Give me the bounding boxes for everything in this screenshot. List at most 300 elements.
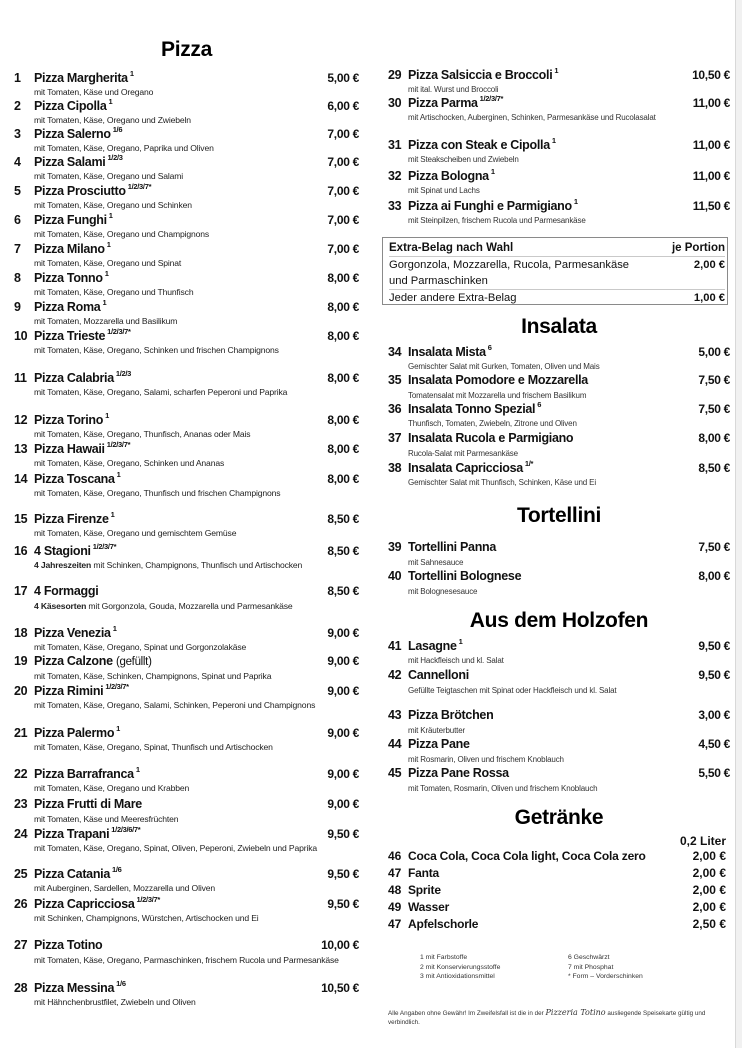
menu-item-row <box>14 270 359 287</box>
item-name <box>408 540 698 554</box>
item-description-text: mit Tomaten, Käse, Oregano, Schinken und frischen Champignons <box>34 345 279 355</box>
item-description-text: mit Tomaten, Käse, Oregano, Schinken und Ananas <box>34 458 225 468</box>
item-name-text: Lasagne <box>408 639 457 654</box>
item-number: 2 <box>14 99 21 114</box>
item-number: 16 <box>14 544 28 559</box>
item-name-text: Pizza Barrafranca <box>34 767 134 782</box>
item-price: 2,00 € <box>692 900 726 914</box>
additives-legend <box>420 953 720 982</box>
item-description <box>408 418 730 429</box>
allergen-codes: 1 <box>129 69 134 78</box>
item-name <box>34 511 327 526</box>
item-name <box>34 938 321 952</box>
item-description-text: Gemischter Salat mit Gurken, Tomaten, Oliven und Mais <box>408 362 600 371</box>
menu-item-row <box>14 441 359 458</box>
item-number: 11 <box>14 371 27 386</box>
allergen-codes: 1 <box>573 197 578 206</box>
item-price: 7,00 € <box>327 242 359 257</box>
item-number: 13 <box>14 442 28 457</box>
item-price: 11,50 € <box>692 199 730 214</box>
menu-item <box>14 212 359 240</box>
menu-item <box>14 183 359 211</box>
menu-item-row <box>14 241 359 258</box>
menu-item-row <box>14 625 359 642</box>
item-description-text: Tomatensalat mit Mozzarella und frischem Basilikum <box>408 391 587 400</box>
item-description-text: mit Rosmarin, Oliven und frischem Knoblauch <box>408 755 564 764</box>
item-description-text: mit Spinat und Lachs <box>408 186 480 195</box>
item-description <box>408 725 730 736</box>
drink-item <box>388 917 730 934</box>
disclaimer-text: ausliegende Speisekarte gültig und verbindlich. <box>388 1010 706 1026</box>
item-price: 9,50 € <box>698 668 730 682</box>
item-description <box>408 685 730 696</box>
allergen-codes: 6 <box>487 343 492 352</box>
allergen-codes: 6 <box>537 400 542 409</box>
item-number: 47 <box>388 866 402 880</box>
item-name <box>34 370 327 385</box>
item-price: 9,00 € <box>327 684 359 699</box>
item-description <box>34 458 359 469</box>
item-description-text: Rucola-Salat mit Parmesankäse <box>408 449 518 458</box>
allergen-codes: 1/6 <box>116 979 126 988</box>
item-name-text: Pizza Salami <box>34 155 106 170</box>
item-name <box>34 270 327 285</box>
menu-item <box>14 826 359 854</box>
item-price: 9,00 € <box>327 797 359 811</box>
item-description <box>34 316 359 327</box>
allergen-codes: 1 <box>551 136 556 145</box>
item-name: Coca Cola, Coca Cola light, Coca Cola zero <box>408 849 646 863</box>
item-name-text: Pizza Funghi <box>34 213 107 228</box>
menu-item-row <box>388 460 730 477</box>
item-name <box>34 212 327 227</box>
item-description-text: mit Tomaten, Mozzarella und Basilikum <box>34 316 178 326</box>
allergen-codes: 1 <box>458 637 463 646</box>
menu-item-row <box>388 766 730 783</box>
item-price: 7,50 € <box>698 540 730 554</box>
item-description-text: mit Tomaten, Rosmarin, Oliven und frischem Knoblauch <box>408 784 598 793</box>
item-description <box>408 754 730 765</box>
item-name-text: Cannelloni <box>408 668 469 682</box>
menu-item-row <box>14 654 359 671</box>
menu-item <box>14 154 359 182</box>
allergen-codes: 1/2/3/7* <box>479 94 504 103</box>
section-title-getraenke: Getränke <box>514 806 604 829</box>
item-name <box>408 67 692 82</box>
menu-item-row <box>14 584 359 601</box>
allergen-codes: 1 <box>104 269 109 278</box>
item-description-text: mit Tomaten, Käse, Oregano, Spinat, Thunfisch und Artischocken <box>34 742 273 752</box>
drinks-unit-label: 0,2 Liter <box>679 834 726 848</box>
menu-item-row <box>388 67 730 84</box>
item-description-bold: 4 Käsesorten <box>34 601 87 611</box>
item-price: 10,50 € <box>321 981 359 996</box>
allergen-codes: 1/2/3/6/7* <box>111 825 141 834</box>
item-name-text: Pizza Brötchen <box>408 708 494 722</box>
item-name <box>408 168 693 183</box>
item-price: 8,00 € <box>327 371 359 386</box>
item-description-text: mit Tomaten, Käse, Oregano, Parmaschinken, frischem Rucola und Parmesankäse <box>34 955 339 965</box>
allergen-codes: 1/2/3 <box>115 369 132 378</box>
item-price: 8,00 € <box>327 413 359 428</box>
menu-item-row <box>14 212 359 229</box>
menu-item-row <box>388 431 730 448</box>
item-price: 10,50 € <box>692 68 730 83</box>
item-description-text: mit Tomaten, Käse, Oregano, Spinat und Gorgonzolakäse <box>34 642 247 652</box>
item-name: Fanta <box>408 866 440 880</box>
item-name-text: Pizza Palermo <box>34 726 115 741</box>
item-number: 12 <box>14 413 28 428</box>
item-description <box>34 171 359 182</box>
item-description <box>34 258 359 269</box>
item-description <box>408 185 730 196</box>
menu-item <box>14 270 359 298</box>
menu-item <box>388 431 730 459</box>
item-description <box>34 387 359 398</box>
menu-item <box>14 328 359 356</box>
item-price: 8,50 € <box>327 584 359 598</box>
menu-item <box>388 460 730 488</box>
menu-item-row <box>388 401 730 418</box>
item-number: 23 <box>14 797 28 811</box>
item-number: 39 <box>388 540 402 554</box>
item-description <box>408 112 730 123</box>
menu-item-row <box>14 938 359 955</box>
item-name <box>34 98 327 113</box>
item-number: 5 <box>14 184 21 199</box>
item-number: 32 <box>388 169 402 184</box>
item-name-text: Pizza Totino <box>34 938 103 952</box>
menu-item <box>14 126 359 154</box>
item-number: 25 <box>14 867 28 882</box>
item-name-text: Pizza Capricciosa <box>34 897 135 912</box>
item-number: 15 <box>14 512 28 527</box>
item-price: 11,00 € <box>692 138 730 153</box>
item-description <box>408 477 730 488</box>
item-name <box>34 471 327 486</box>
item-number: 27 <box>14 938 28 952</box>
item-description-text: mit Steinpilzen, frischem Rucola und Parmesankäse <box>408 216 586 225</box>
item-name-text: Tortellini Panna <box>408 540 497 554</box>
menu-item <box>14 412 359 440</box>
menu-item <box>14 299 359 327</box>
item-description <box>408 361 730 372</box>
menu-item-row <box>388 737 730 754</box>
menu-item <box>14 471 359 499</box>
item-name-text: Pizza Venezia <box>34 626 111 641</box>
item-description-text: mit Tomaten, Käse, Oregano und Schinken <box>34 200 192 210</box>
allergen-codes: 1 <box>110 510 115 519</box>
item-name <box>34 766 327 781</box>
item-number: 41 <box>388 639 402 654</box>
item-number: 42 <box>388 668 402 682</box>
item-name-text: Pizza con Steak e Cipolla <box>408 138 550 153</box>
item-name <box>408 766 698 780</box>
item-name <box>34 797 327 811</box>
item-number: 22 <box>14 767 28 782</box>
item-name-text: Insalata Pomodore e Mozzarella <box>408 373 588 387</box>
menu-item <box>14 654 359 682</box>
item-description-bold: 4 Jahreszeiten <box>34 560 92 570</box>
item-name-text: Pizza Margherita <box>34 71 128 86</box>
item-name <box>408 344 698 359</box>
item-number: 6 <box>14 213 21 228</box>
item-price: 6,00 € <box>327 99 359 114</box>
item-number: 49 <box>388 900 402 914</box>
menu-item <box>14 584 359 612</box>
item-name <box>34 543 327 558</box>
menu-item-row <box>14 299 359 316</box>
item-name <box>34 654 327 668</box>
menu-item-row <box>14 797 359 814</box>
item-description <box>34 200 359 211</box>
item-name-text: Pizza Milano <box>34 242 105 257</box>
allergen-codes: 1 <box>108 211 113 220</box>
allergen-codes: 1/2/3/7* <box>106 440 131 449</box>
item-name-text: Pizza Pane <box>408 737 470 751</box>
allergen-codes: 1 <box>490 167 495 176</box>
item-name <box>34 826 327 841</box>
menu-item-row <box>14 370 359 387</box>
item-price: 7,50 € <box>698 373 730 387</box>
item-name <box>34 625 327 640</box>
menu-item <box>388 766 730 794</box>
menu-item-row <box>14 683 359 700</box>
allergen-codes: 1 <box>102 298 107 307</box>
item-number: 18 <box>14 626 28 641</box>
menu-item <box>14 766 359 794</box>
item-description <box>34 913 359 924</box>
item-number: 4 <box>14 155 21 170</box>
item-description-text: mit Tomaten, Käse, Oregano, Thunfisch und frischen Champignons <box>34 488 281 498</box>
item-price: 5,50 € <box>698 766 730 780</box>
item-number: 37 <box>388 431 402 445</box>
menu-item-row <box>388 95 730 112</box>
item-name <box>408 401 698 416</box>
menu-item <box>14 441 359 469</box>
item-number: 24 <box>14 827 28 842</box>
item-description <box>408 215 730 226</box>
item-description-text: mit Schinken, Champignons, Würstchen, Artischocken und Ei <box>34 913 259 923</box>
allergen-codes: 1 <box>116 724 121 733</box>
item-number: 19 <box>14 654 28 668</box>
allergen-codes: 1 <box>106 240 111 249</box>
item-description-text: mit ital. Wurst und Broccoli <box>408 85 499 94</box>
extra-row-price: 2,00 € <box>693 259 725 271</box>
item-description <box>34 955 359 966</box>
drink-item <box>388 849 730 866</box>
item-price: 9,50 € <box>327 827 359 842</box>
allergen-codes: 1 <box>105 411 109 420</box>
item-name <box>34 241 327 256</box>
item-description <box>34 229 359 240</box>
item-number: 47 <box>388 917 402 931</box>
item-description-text: mit Schinken, Champignons, Thunfisch und Artischocken <box>91 560 303 570</box>
item-description <box>34 997 359 1008</box>
item-number: 17 <box>14 584 28 598</box>
item-description <box>34 488 359 499</box>
brand-name: Pizzeria Totino <box>545 1008 606 1017</box>
item-description <box>34 843 359 854</box>
item-description <box>34 783 359 794</box>
item-price: 8,00 € <box>698 569 730 583</box>
item-number: 8 <box>14 271 21 286</box>
item-name <box>408 95 693 110</box>
drink-item <box>388 883 730 900</box>
item-name <box>408 431 698 445</box>
item-description-text: Thunfisch, Tomaten, Zwiebeln, Zitrone und Oliven <box>408 419 577 428</box>
item-name-text: Pizza Pane Rossa <box>408 766 509 780</box>
item-name-text: Pizza Rimini <box>34 684 104 699</box>
item-description-text: mit Bolognesesauce <box>408 587 478 596</box>
menu-item <box>14 725 359 753</box>
item-name-text: Pizza Firenze <box>34 512 109 527</box>
item-price: 7,50 € <box>698 402 730 417</box>
item-name-text: Insalata Capricciosa <box>408 461 523 476</box>
item-name <box>34 584 327 598</box>
item-name <box>408 569 698 583</box>
menu-item-row <box>14 725 359 742</box>
menu-item <box>14 683 359 711</box>
item-description-text: mit Sahnesauce <box>408 558 464 567</box>
item-description-text: mit Steakscheiben und Zwiebeln <box>408 155 519 164</box>
item-name <box>408 638 698 653</box>
menu-item <box>388 708 730 736</box>
item-name-text: Pizza Trapani <box>34 827 110 842</box>
item-description <box>408 390 730 401</box>
item-name <box>34 328 327 343</box>
item-name <box>34 70 327 85</box>
menu-item-row <box>14 126 359 143</box>
menu-item <box>388 373 730 401</box>
item-name-text: Pizza Hawaii <box>34 442 105 457</box>
item-name: Sprite <box>408 883 441 897</box>
item-name <box>408 708 698 722</box>
menu-item-row <box>388 638 730 655</box>
section-title-holzofen: Aus dem Holzofen <box>469 609 649 632</box>
item-price: 11,00 € <box>692 169 730 184</box>
extra-title: Extra-Belag nach Wahl <box>389 242 514 254</box>
allergen-codes: 1/6 <box>112 125 123 134</box>
item-name-text: Pizza Calabria <box>34 371 114 386</box>
menu-item <box>388 737 730 765</box>
item-name <box>34 183 327 198</box>
item-name <box>34 896 327 911</box>
menu-item-row <box>14 866 359 883</box>
menu-item <box>388 137 730 165</box>
item-price: 8,00 € <box>327 329 359 344</box>
allergen-codes: 1/2/3 <box>107 153 123 162</box>
menu-item-row <box>14 98 359 115</box>
menu-item <box>14 370 359 398</box>
item-price: 3,00 € <box>698 708 730 722</box>
extra-row-price: 1,00 € <box>693 292 725 304</box>
item-name <box>34 412 327 427</box>
menu-item <box>14 98 359 126</box>
item-name-text: Pizza ai Funghi e Parmigiano <box>408 199 572 214</box>
menu-item-row <box>14 183 359 200</box>
allergen-codes: 1 <box>116 470 121 479</box>
item-price: 10,00 € <box>321 938 359 952</box>
allergen-codes: 1 <box>108 97 113 106</box>
menu-item-row <box>14 511 359 528</box>
menu-item <box>14 543 359 571</box>
item-name-text: Pizza Catania <box>34 867 110 882</box>
item-name-text: Pizza Tonno <box>34 271 103 286</box>
item-number: 33 <box>388 199 402 214</box>
drink-item <box>388 900 730 917</box>
menu-item <box>388 569 730 597</box>
menu-item-row <box>388 668 730 685</box>
item-price: 9,00 € <box>327 654 359 668</box>
item-number: 26 <box>14 897 28 912</box>
item-description-text: Gemischter Salat mit Thunfisch, Schinken, Käse und Ei <box>408 478 596 487</box>
item-description-text: mit Tomaten, Käse und Meeresfrüchten <box>34 814 179 824</box>
item-description <box>34 601 359 612</box>
item-description <box>34 742 359 753</box>
item-number: 14 <box>14 472 28 487</box>
menu-item <box>14 241 359 269</box>
item-number: 3 <box>14 127 21 142</box>
item-description <box>408 154 730 165</box>
item-description-text: mit Hackfleisch und kl. Salat <box>408 656 504 665</box>
legend-entry: 2 mit Konservierungsstoffe <box>420 963 501 971</box>
menu-item-row <box>14 412 359 429</box>
item-description <box>34 560 359 571</box>
item-note: (gefüllt) <box>115 656 152 668</box>
item-name <box>408 737 698 751</box>
item-description-text: mit Auberginen, Sardellen, Mozzarella und Oliven <box>34 883 216 893</box>
menu-item-row <box>388 137 730 154</box>
extra-unit: je Portion <box>671 242 725 254</box>
item-name <box>34 441 327 456</box>
menu-item-row <box>14 980 359 997</box>
item-name <box>34 980 321 995</box>
allergen-codes: 1/2/3/7* <box>92 542 117 551</box>
item-price: 2,00 € <box>692 866 726 880</box>
item-name <box>34 725 327 740</box>
menu-item-row <box>388 540 730 557</box>
item-name-text: Pizza Parma <box>408 96 478 111</box>
item-name <box>408 137 693 152</box>
item-number: 38 <box>388 461 402 476</box>
menu-item <box>388 668 730 696</box>
item-description <box>34 528 359 539</box>
item-name-text: Pizza Roma <box>34 300 101 315</box>
item-price: 9,00 € <box>327 726 359 741</box>
item-price: 8,00 € <box>327 442 359 457</box>
disclaimer-text: Alle Angaben ohne Gewähr! Im Zweifelsfall ist die in der <box>388 1010 546 1017</box>
item-price: 5,00 € <box>327 71 359 86</box>
item-number: 36 <box>388 402 402 417</box>
legend-entry: 7 mit Phosphat <box>568 963 614 971</box>
item-number: 48 <box>388 883 402 897</box>
item-price: 9,50 € <box>327 897 359 912</box>
item-name <box>408 373 698 387</box>
allergen-codes: 1/* <box>524 459 534 468</box>
item-description-text: Gefüllte Teigtaschen mit Spinat oder Hackfleisch und kl. Salat <box>408 686 617 695</box>
allergen-codes: 1/2/3/7* <box>107 327 131 336</box>
item-name <box>408 198 693 213</box>
legend-entry: 6 Geschwärzt <box>568 954 610 961</box>
item-price: 7,00 € <box>327 184 359 199</box>
menu-item-row <box>388 569 730 586</box>
menu-item <box>388 401 730 429</box>
page-edge-scrollbar <box>735 0 742 1048</box>
allergen-codes: 1 <box>554 66 559 75</box>
item-name <box>34 126 327 141</box>
menu-item-row <box>388 198 730 215</box>
